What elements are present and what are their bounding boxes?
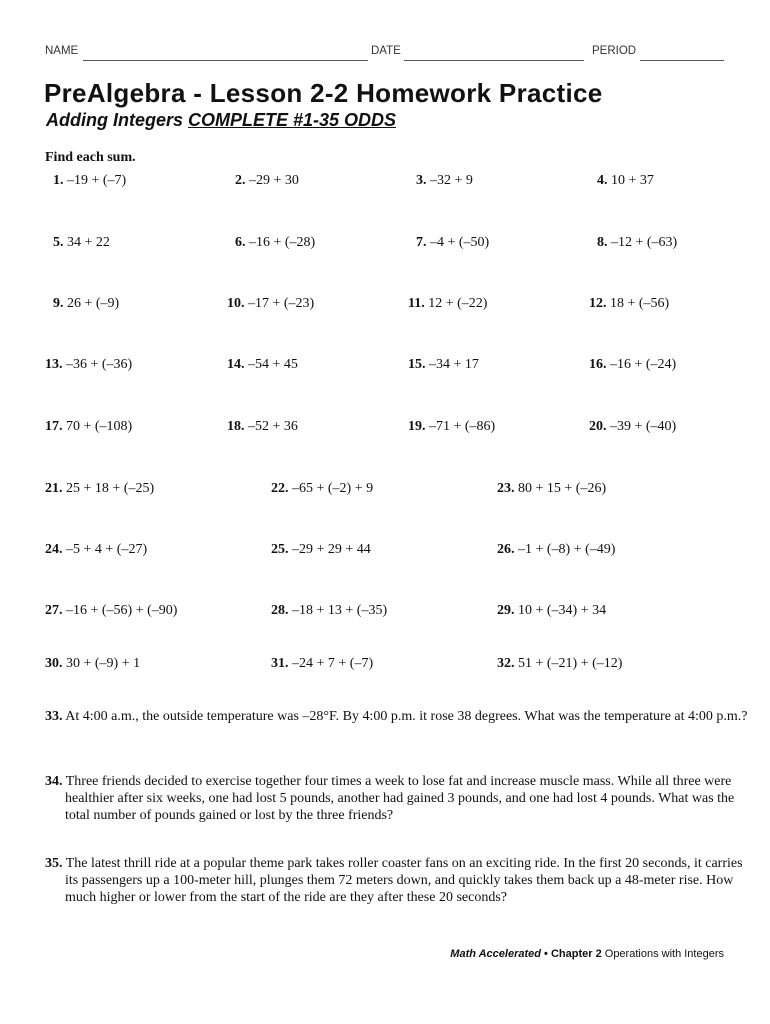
problem-expression: –52 + 36	[248, 419, 298, 434]
problem-30	[45, 656, 140, 672]
problem-number: 15.	[408, 357, 426, 372]
problem-expression: –24 + 7 + (–7)	[292, 656, 374, 671]
problem-6	[235, 235, 315, 251]
footer-book: Math Accelerated	[450, 948, 541, 960]
problem-expression: –5 + 4 + (–27)	[66, 542, 148, 557]
problem-17	[45, 419, 132, 435]
problem-number: 4.	[597, 173, 608, 188]
problem-7	[416, 235, 489, 251]
problem-expression: –34 + 17	[429, 357, 479, 372]
subtitle-topic: Adding Integers	[46, 110, 189, 130]
footer-separator: •	[540, 948, 551, 960]
problem-8	[597, 235, 677, 251]
problem-32	[497, 656, 622, 672]
footer-chapter: Chapter 2	[550, 948, 602, 960]
problem-expression: 10 + 37	[611, 173, 654, 188]
problem-number: 26.	[497, 542, 515, 557]
problem-text: Three friends decided to exercise together four times a week to lose fat and increase muscle mass. While all three were healthier after six weeks, one had lost 5 pounds, another had gained 3 pounds, and one had lost 4 pounds. What was the total number of pounds gained or lost by the three friends?	[65, 774, 735, 823]
problem-number: 9.	[53, 296, 64, 311]
problem-expression: 26 + (–9)	[67, 296, 120, 311]
problem-number: 31.	[271, 656, 289, 671]
problem-26	[497, 542, 615, 558]
problem-15	[408, 357, 479, 373]
problem-expression: 25 + 18 + (–25)	[66, 481, 155, 496]
problem-11	[408, 296, 487, 312]
problem-expression: 30 + (–9) + 1	[66, 656, 141, 671]
problem-3	[416, 173, 473, 189]
problem-number: 25.	[271, 542, 289, 557]
period-label: PERIOD	[592, 45, 637, 57]
problem-number: 27.	[45, 603, 63, 618]
date-label: DATE	[371, 45, 401, 57]
page-subtitle	[46, 110, 396, 131]
problem-expression: –65 + (–2) + 9	[292, 481, 374, 496]
problem-27	[45, 603, 177, 619]
problem-expression: –36 + (–36)	[66, 357, 133, 372]
problem-number: 1.	[53, 173, 64, 188]
problem-28	[271, 603, 387, 619]
page-footer	[450, 948, 724, 960]
problem-18	[227, 419, 298, 435]
problem-10	[227, 296, 314, 312]
problem-number: 10.	[227, 296, 245, 311]
problem-16	[589, 357, 676, 373]
problem-1	[53, 173, 126, 189]
problem-number: 30.	[45, 656, 63, 671]
problem-number: 32.	[497, 656, 515, 671]
problem-expression: –19 + (–7)	[67, 173, 127, 188]
problem-expression: –18 + 13 + (–35)	[292, 603, 388, 618]
problem-text: At 4:00 a.m., the outside temperature was –28°F. By 4:00 p.m. it rose 38 degrees. What was the temperature at 4:00 p.m.?	[65, 709, 748, 724]
problem-31	[271, 656, 373, 672]
name-label: NAME	[45, 45, 79, 57]
problem-expression: 80 + 15 + (–26)	[518, 481, 607, 496]
problem-21	[45, 481, 154, 497]
problem-expression: –16 + (–24)	[610, 357, 677, 372]
problem-expression: –71 + (–86)	[429, 419, 496, 434]
problem-expression: 51 + (–21) + (–12)	[518, 656, 623, 671]
problem-expression: –17 + (–23)	[248, 296, 315, 311]
problem-9	[53, 296, 119, 312]
problem-number: 19.	[408, 419, 426, 434]
problem-number: 12.	[589, 296, 607, 311]
word-problem-33	[45, 708, 750, 725]
word-problem-35	[45, 855, 750, 906]
problem-29	[497, 603, 606, 619]
problem-expression: 10 + (–34) + 34	[518, 603, 607, 618]
problem-number: 21.	[45, 481, 63, 496]
problem-number: 7.	[416, 235, 427, 250]
problem-number: 33.	[45, 709, 63, 724]
problem-number: 6.	[235, 235, 246, 250]
problem-expression: –16 + (–56) + (–90)	[66, 603, 178, 618]
problem-number: 34.	[45, 774, 63, 789]
problem-number: 16.	[589, 357, 607, 372]
problem-13	[45, 357, 132, 373]
problem-number: 5.	[53, 235, 64, 250]
problem-number: 28.	[271, 603, 289, 618]
footer-chapter-title: Operations with Integers	[601, 948, 724, 960]
problem-number: 24.	[45, 542, 63, 557]
problem-2	[235, 173, 299, 189]
instructions: Find each sum.	[45, 150, 136, 165]
problem-expression: –32 + 9	[430, 173, 473, 188]
problem-expression: 34 + 22	[67, 235, 110, 250]
problem-number: 22.	[271, 481, 289, 496]
problem-23	[497, 481, 606, 497]
problem-5	[53, 235, 110, 251]
problem-number: 18.	[227, 419, 245, 434]
name-line	[83, 60, 368, 61]
problem-number: 20.	[589, 419, 607, 434]
problem-4	[597, 173, 654, 189]
problem-number: 29.	[497, 603, 515, 618]
problem-number: 3.	[416, 173, 427, 188]
problem-number: 13.	[45, 357, 63, 372]
problem-expression: –12 + (–63)	[611, 235, 678, 250]
date-line	[404, 60, 584, 61]
problem-expression: 70 + (–108)	[66, 419, 133, 434]
problem-expression: –54 + 45	[248, 357, 298, 372]
problem-20	[589, 419, 676, 435]
problem-expression: –29 + 30	[249, 173, 299, 188]
problem-expression: –29 + 29 + 44	[292, 542, 371, 557]
page-title: PreAlgebra - Lesson 2-2 Homework Practice	[44, 78, 603, 108]
problem-number: 8.	[597, 235, 608, 250]
problem-14	[227, 357, 298, 373]
problem-number: 23.	[497, 481, 515, 496]
problem-number: 14.	[227, 357, 245, 372]
problem-24	[45, 542, 147, 558]
problem-expression: –1 + (–8) + (–49)	[518, 542, 616, 557]
problem-25	[271, 542, 371, 558]
problem-22	[271, 481, 373, 497]
problem-expression: –39 + (–40)	[610, 419, 677, 434]
problem-number: 11.	[408, 296, 425, 311]
period-line	[640, 60, 724, 61]
problem-19	[408, 419, 495, 435]
problem-number: 17.	[45, 419, 63, 434]
word-problem-34	[45, 773, 750, 824]
problem-number: 35.	[45, 856, 63, 871]
problem-expression: –16 + (–28)	[249, 235, 316, 250]
subtitle-assignment: COMPLETE #1-35 ODDS	[188, 110, 397, 130]
problem-expression: 18 + (–56)	[610, 296, 670, 311]
problem-expression: –4 + (–50)	[430, 235, 490, 250]
problem-expression: 12 + (–22)	[428, 296, 488, 311]
problem-12	[589, 296, 669, 312]
problem-number: 2.	[235, 173, 246, 188]
problem-text: The latest thrill ride at a popular theme park takes roller coaster fans on an exciting ride. In the first 20 seconds, it carries its passengers up a 100-meter hill, plunges them 72 meters down, and quickly takes them back up a 48-meter rise. How much higher or lower from the start of the ride are they after these 20 seconds?	[65, 856, 743, 905]
